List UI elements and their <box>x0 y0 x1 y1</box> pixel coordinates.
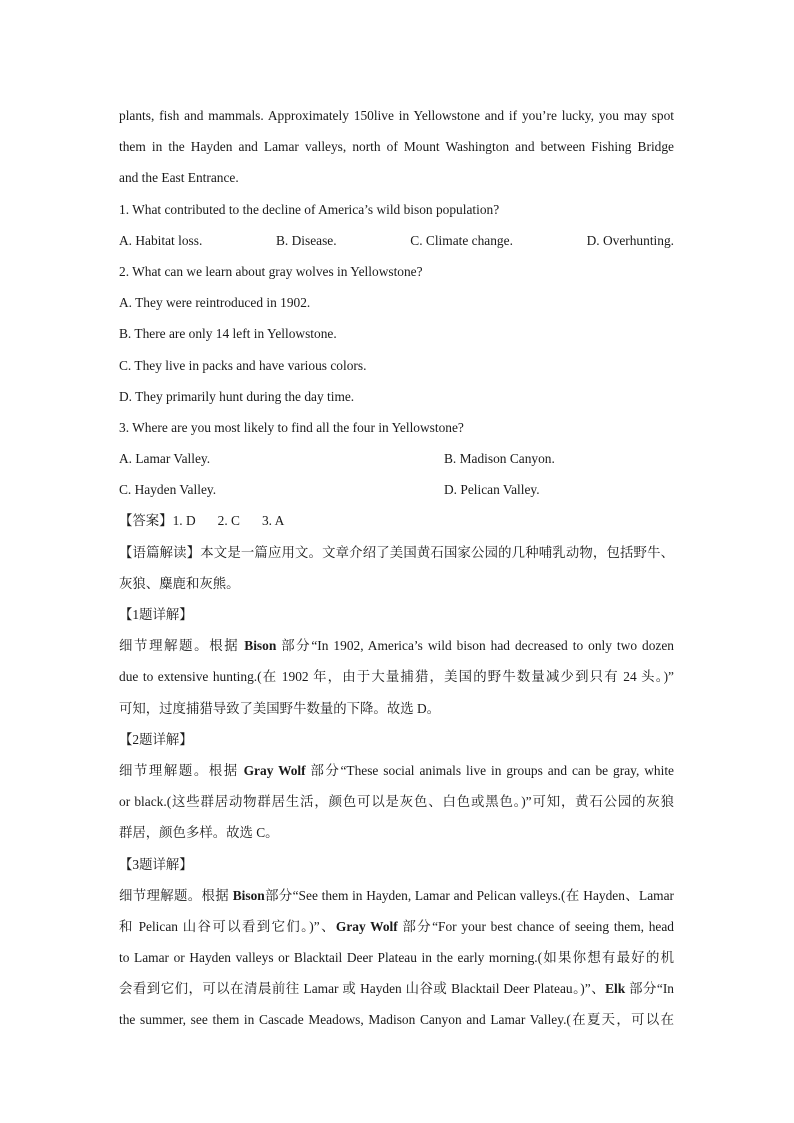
passage-line: them in the Hayden and Lamar valleys, north of Mount Washington and between Fishing Bridge <box>119 139 674 155</box>
detail-1-line: due to extensive hunting.(在 1902 年，由于大量捕猎，美国的野牛数量减少到只有 24 头。)” <box>119 669 674 685</box>
text: 部分“In <box>625 981 674 997</box>
section-name: Gray Wolf <box>243 762 306 778</box>
text: 部分“For your best chance of seeing them, head <box>397 918 674 934</box>
question-3-options-row <box>119 474 674 505</box>
option: A. They were reintroduced in 1902. <box>119 295 311 311</box>
question-1-options <box>119 225 674 256</box>
section-name: Gray Wolf <box>335 918 398 934</box>
answer-item: 1. D <box>172 513 196 529</box>
option: C. Hayden Valley. <box>119 482 217 498</box>
text: 部分“These social animals live in groups and can be gray, white <box>305 762 674 778</box>
section-name: Elk <box>605 981 626 997</box>
passage-line: plants, fish and mammals. Approximately 150live in Yellowstone and if you’re lucky, you may spot <box>119 108 674 123</box>
question-3-options-row <box>119 443 674 474</box>
detail-1-line <box>119 630 674 661</box>
option: B. Madison Canyon. <box>444 451 555 467</box>
text: 部分“See them in Hayden, Lamar and Pelican valleys.(在 Hayden、Lamar <box>264 887 674 903</box>
question-2-stem: 2. What can we learn about gray wolves in Yellowstone? <box>119 263 423 279</box>
detail-3-line <box>119 911 674 942</box>
detail-2-line: 群居，颜色多样。故选 C。 <box>119 825 279 841</box>
passage-line: and the East Entrance. <box>119 170 239 186</box>
detail-3-heading: 【3题详解】 <box>119 856 193 872</box>
detail-3-line: to Lamar or Hayden valleys or Blacktail Deer Plateau in the early morning.(如果你想有最好的机 <box>119 950 674 966</box>
option: B. Disease. <box>275 232 337 248</box>
answer-item: 2. C <box>217 513 240 529</box>
text: 和 Pelican 山谷可以看到它们。)”、 <box>119 918 336 934</box>
section-name: Bison <box>244 638 277 654</box>
text: 细节理解题。根据 <box>119 887 233 903</box>
option: D. They primarily hunt during the day time. <box>119 388 355 404</box>
detail-3-line <box>119 973 674 1004</box>
option: C. Climate change. <box>410 232 513 248</box>
question-1-stem: 1. What contributed to the decline of America’s wild bison population? <box>119 201 500 217</box>
text: 会看到它们，可以在清晨前往 Lamar 或 Hayden 山谷或 Blacktail Deer Plateau。)”、 <box>119 981 606 997</box>
option: B. There are only 14 left in Yellowstone. <box>119 326 337 342</box>
answer-item: 3. A <box>261 513 285 529</box>
question-3-stem: 3. Where are you most likely to find all the four in Yellowstone? <box>119 419 464 435</box>
text: 部分“In 1902, America’s wild bison had decreased to only two dozen <box>276 638 674 654</box>
answer-label: 【答案】 <box>119 513 173 529</box>
text: 细节理解题。根据 <box>119 638 245 654</box>
option: C. They live in packs and have various colors. <box>119 357 367 373</box>
detail-2-line: or black.(这些群居动物群居生活，颜色可以是灰色、白色或黑色。)”可知，黄石公园的灰狼 <box>119 794 674 810</box>
section-name: Bison <box>232 887 265 903</box>
detail-3-line: the summer, see them in Cascade Meadows, Madison Canyon and Lamar Valley.(在夏天，可以在 <box>119 1012 674 1028</box>
interpretation-line: 灰狼、麋鹿和灰熊。 <box>119 575 240 591</box>
detail-3-line <box>119 880 674 911</box>
detail-1-heading: 【1题详解】 <box>119 607 193 622</box>
option: D. Pelican Valley. <box>444 482 540 498</box>
option: A. Lamar Valley. <box>119 451 211 467</box>
detail-1-line: 可知，过度捕猎导致了美国野牛数量的下降。故选 D。 <box>119 700 441 716</box>
interpretation-line: 【语篇解读】本文是一篇应用文。文章介绍了美国黄石国家公园的几种哺乳动物，包括野牛、 <box>119 544 674 560</box>
document-body <box>119 100 674 1036</box>
text: 细节理解题。根据 <box>119 762 244 778</box>
answer-line <box>119 505 674 536</box>
option: A. Habitat loss. <box>119 232 203 248</box>
detail-2-heading: 【2题详解】 <box>119 731 193 747</box>
detail-2-line <box>119 755 674 786</box>
option: D. Overhunting. <box>586 232 674 248</box>
